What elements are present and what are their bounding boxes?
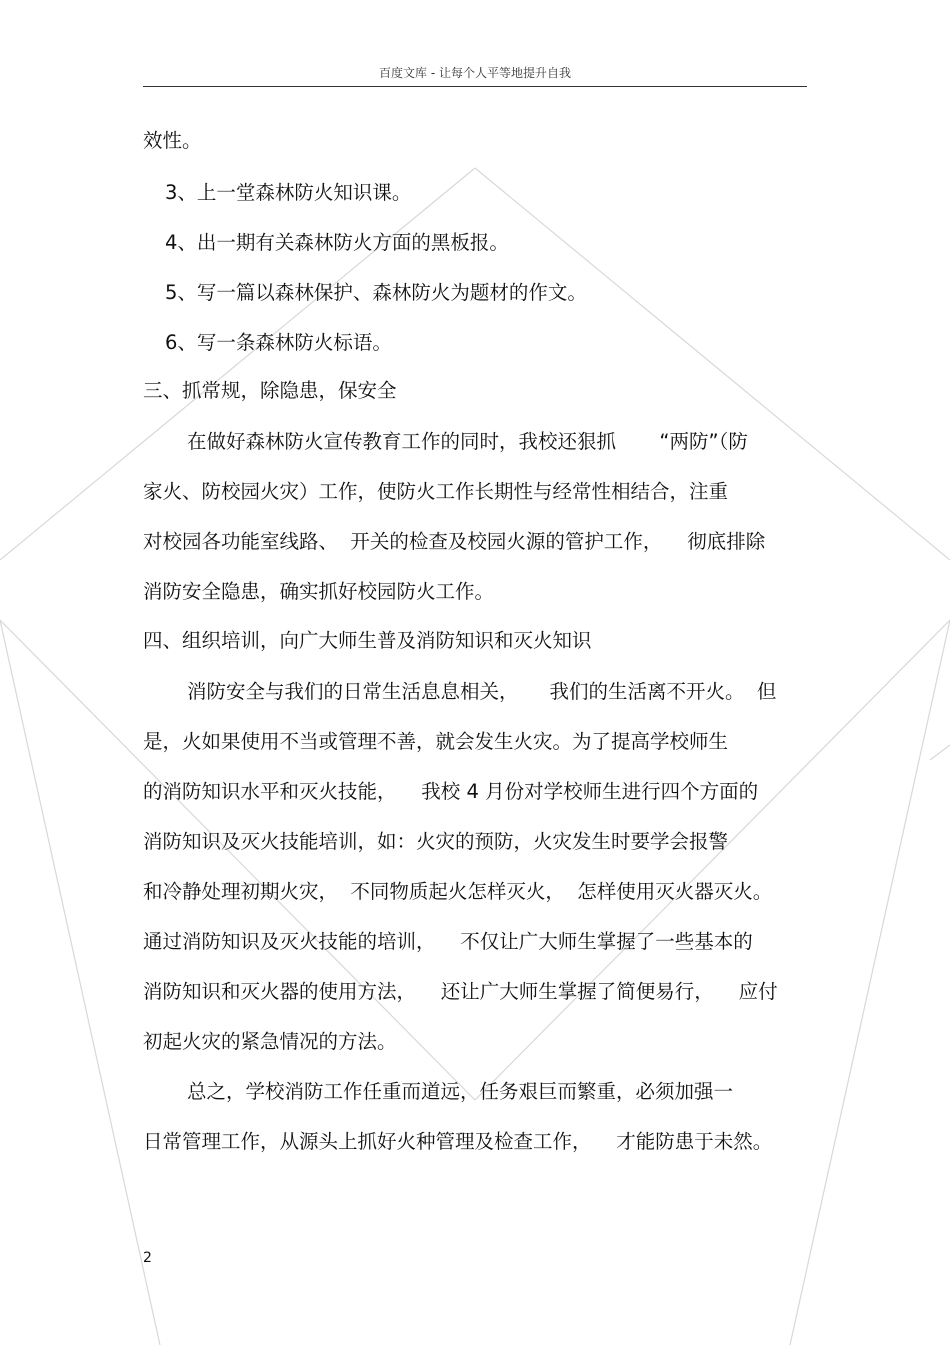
section-heading: 四、组织培训，向广大师生普及消防知识和灭火知识 bbox=[143, 629, 592, 652]
text-line: 的消防知识水平和灭火技能， 我校 4 月份对学校师生进行四个方面的 bbox=[143, 780, 759, 803]
page-header: 百度文库 - 让每个人平等地提升自我 bbox=[143, 60, 807, 87]
section-heading: 三、抓常规，除隐患，保安全 bbox=[143, 379, 397, 402]
list-item: 5、写一篇以森林保护、森林防火为题材的作文。 bbox=[165, 281, 587, 304]
text-line: 和冷静处理初期火灾， 不同物质起火怎样灭火， 怎样使用灭火器灭火。 bbox=[143, 880, 773, 903]
text-line: 效性。 bbox=[143, 129, 202, 152]
text-line: 家火、防校园火灾）工作，使防火工作长期性与经常性相结合，注重 bbox=[143, 480, 729, 503]
text-line: 日常管理工作，从源头上抓好火种管理及检查工作， 才能防患于未然。 bbox=[143, 1130, 773, 1153]
list-item: 6、写一条森林防火标语。 bbox=[165, 331, 392, 354]
text-line: 消防安全隐患，确实抓好校园防火工作。 bbox=[143, 580, 495, 603]
text-line: 是，火如果使用不当或管理不善，就会发生火灾。为了提高学校师生 bbox=[143, 730, 729, 753]
text-line: 在做好森林防火宣传教育工作的同时，我校还狠抓 “两防”（防 bbox=[187, 430, 748, 453]
page-number: 2 bbox=[143, 1250, 152, 1266]
list-item: 4、出一期有关森林防火方面的黑板报。 bbox=[165, 231, 509, 254]
text-line: 通过消防知识及灭火技能的培训， 不仅让广大师生掌握了一些基本的 bbox=[143, 930, 753, 953]
list-item: 3、上一堂森林防火知识课。 bbox=[165, 181, 412, 204]
text-line: 对校园各功能室线路、 开关的检查及校园火源的管护工作， 彻底排除 bbox=[143, 530, 766, 553]
text-line: 消防知识及灭火技能培训，如：火灾的预防，火灾发生时要学会报警 bbox=[143, 830, 729, 853]
text-line: 初起火灾的紧急情况的方法。 bbox=[143, 1030, 397, 1053]
text-line: 总之，学校消防工作任重而道远，任务艰巨而繁重，必须加强一 bbox=[187, 1080, 734, 1103]
text-line: 消防安全与我们的日常生活息息相关， 我们的生活离不开火。 但 bbox=[187, 680, 777, 703]
text-line: 消防知识和灭火器的使用方法， 还让广大师生掌握了简便易行， 应付 bbox=[143, 980, 778, 1003]
